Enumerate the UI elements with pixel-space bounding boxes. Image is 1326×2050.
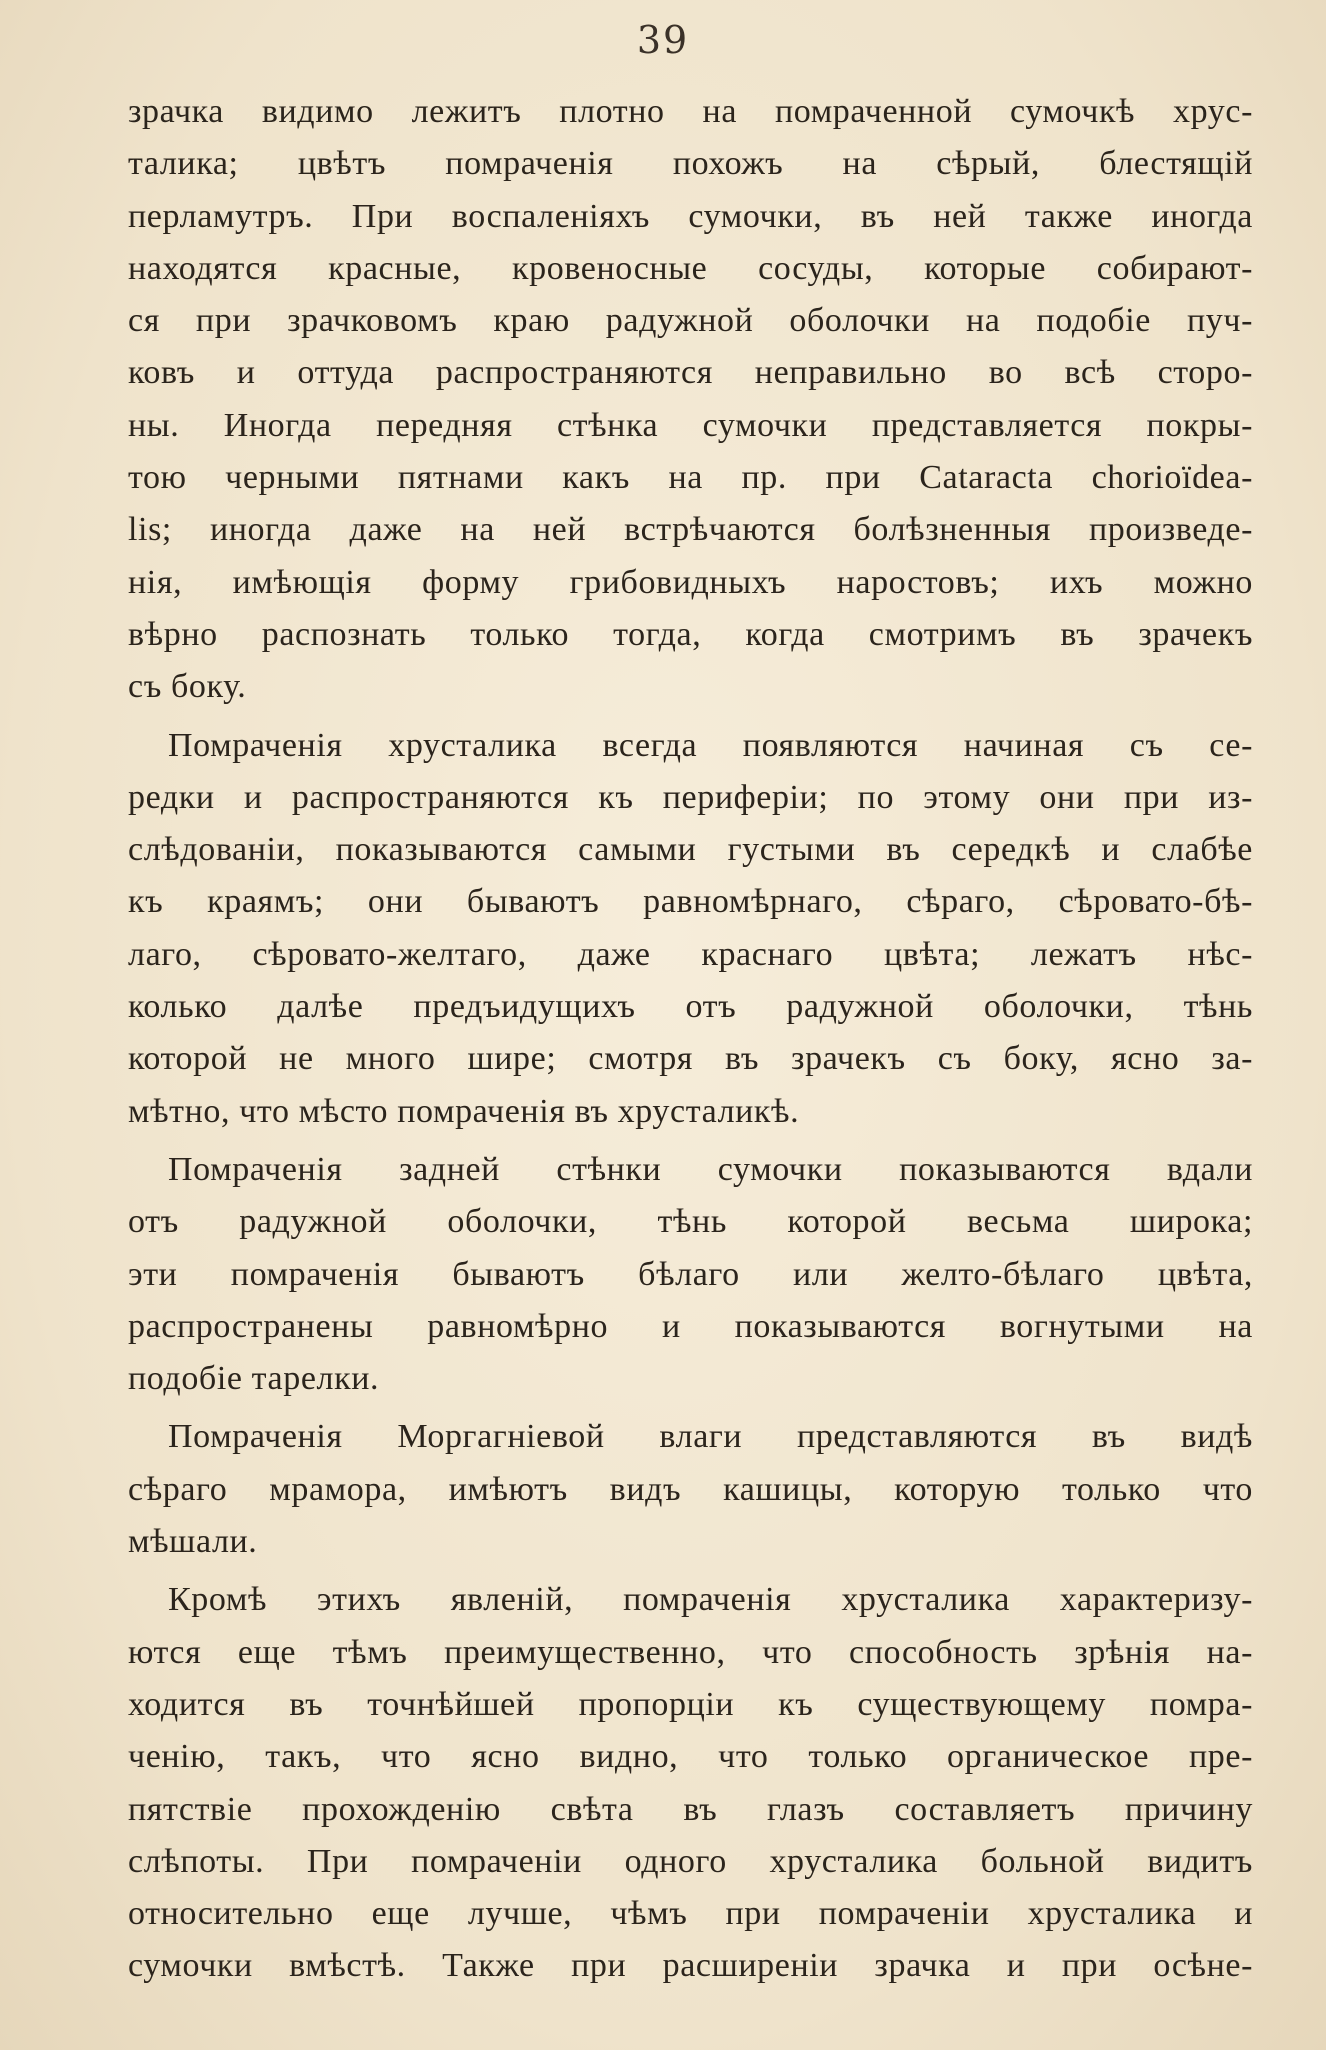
text-line: слѣдованіи, показываются самыми густыми въ середкѣ и слабѣе: [128, 831, 1253, 869]
text-line: нія, имѣющія форму грибовидныхъ наростовъ; ихъ можно: [128, 563, 1253, 601]
text-line: лаго, сѣровато-желтаго, даже краснаго цвѣта; лежатъ нѣс-: [128, 935, 1253, 973]
text-line: находятся красные, кровеносные сосуды, которые собирают-: [128, 249, 1253, 287]
text-line: тою черными пятнами какъ на пр. при Cataracta chorioïdea-: [128, 459, 1253, 497]
text-line: талика; цвѣтъ помраченія похожъ на сѣрый, блестящій: [128, 145, 1253, 183]
text-line: ченію, такъ, что ясно видно, что только органическое пре-: [128, 1738, 1253, 1776]
text-line: сѣраго мрамора, имѣютъ видъ кашицы, которую только что: [128, 1470, 1253, 1508]
text-line: къ краямъ; они бываютъ равномѣрнаго, сѣраго, сѣровато-бѣ-: [128, 883, 1253, 921]
text-line: колько далѣе предъидущихъ отъ радужной оболочки, тѣнь: [128, 988, 1253, 1026]
text-line: мѣтно, что мѣсто помраченія въ хрусталикѣ.: [128, 1092, 800, 1130]
text-line: редки и распространяются къ периферіи; по этому они при из-: [128, 778, 1253, 816]
text-line: ковъ и оттуда распространяются неправильно во всѣ сторо-: [128, 354, 1253, 392]
text-line: Помраченія Моргагніевой влаги представляются въ видѣ: [168, 1418, 1253, 1456]
text-line: которой не много шире; смотря въ зрачекъ съ боку, ясно за-: [128, 1040, 1253, 1078]
text-line: сумочки вмѣстѣ. Также при расширеніи зрачка и при осѣне-: [128, 1947, 1253, 1985]
text-line: зрачка видимо лежитъ плотно на помраченной сумочкѣ хрус-: [128, 93, 1253, 130]
text-line: эти помраченія бываютъ бѣлаго или желто-бѣлаго цвѣта,: [128, 1255, 1253, 1293]
paragraph-1: [128, 86, 1253, 714]
text-line: ны. Иногда передняя стѣнка сумочки представляется покры-: [128, 406, 1253, 444]
text-line: ются еще тѣмъ преимущественно, что способность зрѣнія на-: [128, 1633, 1253, 1671]
paragraph-5: [128, 1574, 1253, 1992]
text-line: lis; иногда даже на ней встрѣчаются болѣзненныя произведе-: [128, 511, 1253, 549]
text-line: Помраченія хрусталика всегда появляются начиная съ се-: [168, 726, 1253, 764]
text-line: подобіе тарелки.: [128, 1360, 380, 1398]
text-line: Помраченія задней стѣнки сумочки показываются вдали: [168, 1150, 1253, 1188]
paragraph-3: [128, 1144, 1253, 1405]
paragraph-2: [128, 720, 1253, 1138]
text-line: Кромѣ этихъ явленій, помраченія хрусталика характеризу-: [168, 1581, 1253, 1619]
text-line: относительно еще лучше, чѣмъ при помраченіи хрусталика и: [128, 1895, 1253, 1933]
text-line: вѣрно распознать только тогда, когда смотримъ въ зрачекъ: [128, 615, 1253, 653]
text-line: съ боку.: [128, 668, 247, 706]
text-line: мѣшали.: [128, 1523, 258, 1561]
text-line: отъ радужной оболочки, тѣнь которой весьма широка;: [128, 1203, 1253, 1241]
text-line: слѣпоты. При помраченіи одного хрусталика больной видитъ: [128, 1842, 1253, 1880]
paragraph-4: [128, 1411, 1253, 1568]
body-text: [128, 86, 1253, 1993]
text-line: ходится въ точнѣйшей пропорціи къ существующему помра-: [128, 1685, 1253, 1723]
text-line: распространены равномѣрно и показываются вогнутыми на: [128, 1307, 1253, 1345]
text-line: ся при зрачковомъ краю радужной оболочки на подобіе пуч-: [128, 302, 1253, 340]
text-line: пятствіе прохожденію свѣта въ глазъ составляетъ причину: [128, 1790, 1253, 1828]
page-number: 39: [636, 18, 690, 62]
text-line: перламутръ. При воспаленіяхъ сумочки, въ ней также иногда: [128, 197, 1253, 235]
